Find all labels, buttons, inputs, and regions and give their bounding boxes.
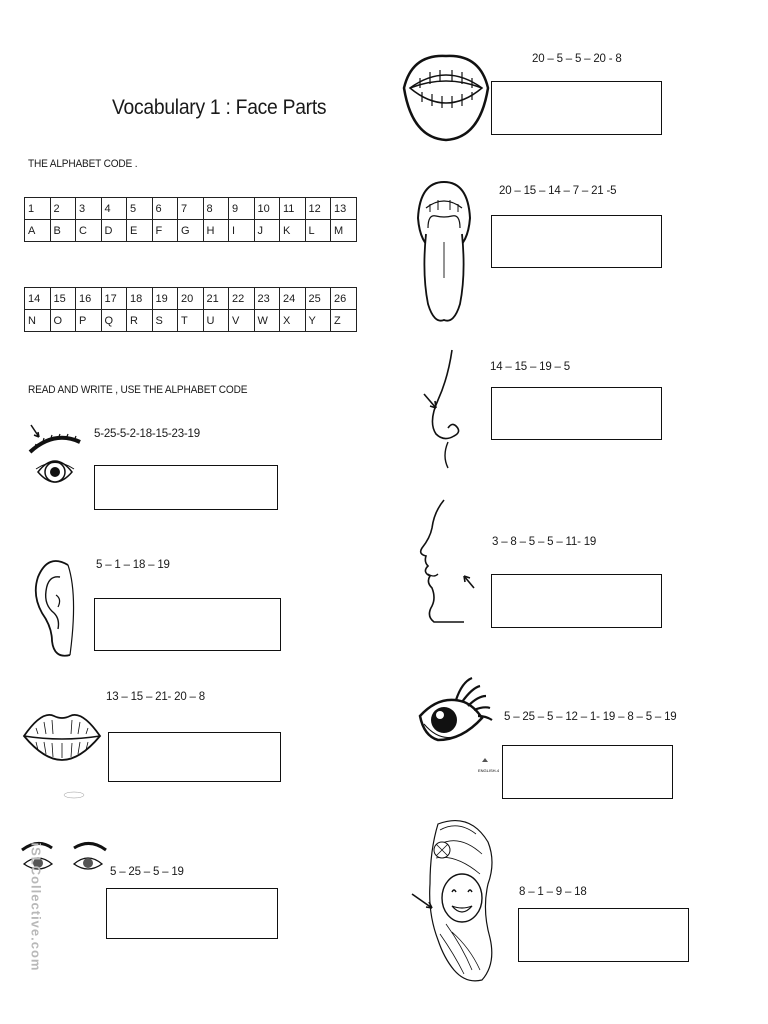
code-cell: I [229, 220, 255, 242]
code-eyelashes: 5 – 25 – 5 – 12 – 1- 19 – 8 – 5 – 19 [504, 711, 677, 723]
answer-box-tongue[interactable] [491, 215, 662, 268]
code-row-numbers [25, 288, 357, 310]
code-cell: 11 [280, 198, 306, 220]
code-cell: O [50, 310, 76, 332]
ear-icon [30, 555, 80, 665]
code-cell: K [280, 220, 306, 242]
code-cell: 23 [254, 288, 280, 310]
code-cell: 20 [178, 288, 204, 310]
answer-box-ears[interactable] [94, 598, 281, 651]
code-cell: 10 [254, 198, 280, 220]
code-cheeks: 3 – 8 – 5 – 5 – 11- 19 [492, 536, 597, 548]
code-tongue: 20 – 15 – 14 – 7 – 21 -5 [499, 185, 617, 197]
code-cell: Q [101, 310, 127, 332]
code-cell: B [50, 220, 76, 242]
hair-icon [410, 814, 500, 984]
code-cell: 22 [229, 288, 255, 310]
code-cell: M [331, 220, 357, 242]
code-cell: L [305, 220, 331, 242]
code-cell: 25 [305, 288, 331, 310]
code-cell: 2 [50, 198, 76, 220]
code-cell: 21 [203, 288, 229, 310]
code-nose: 14 – 15 – 19 – 5 [490, 361, 570, 373]
code-cell: C [76, 220, 102, 242]
code-cell: 9 [229, 198, 255, 220]
code-cell: 7 [178, 198, 204, 220]
code-cell: 4 [101, 198, 127, 220]
code-row-letters [25, 220, 357, 242]
page-title: Vocabulary 1 : Face Parts [112, 96, 327, 119]
code-cell: 13 [331, 198, 357, 220]
code-cell: 16 [76, 288, 102, 310]
code-row-numbers [25, 198, 357, 220]
code-cell: F [152, 220, 178, 242]
code-cell: R [127, 310, 153, 332]
code-cell: X [280, 310, 306, 332]
teeth-icon [402, 48, 490, 144]
watermark-text: iSLCollective.com [28, 842, 44, 972]
nose-icon [418, 348, 464, 470]
code-eyes: 5 – 25 – 5 – 19 [110, 866, 184, 878]
instruction-text: READ AND WRITE , USE THE ALPHABET CODE [28, 384, 248, 396]
code-row-letters [25, 310, 357, 332]
code-cell: 24 [280, 288, 306, 310]
code-cell: 17 [101, 288, 127, 310]
code-cell: 6 [152, 198, 178, 220]
code-cell: 3 [76, 198, 102, 220]
code-eyebrows: 5-25-5-2-18-15-23-19 [94, 428, 200, 440]
answer-box-eyes[interactable] [106, 888, 278, 939]
code-cell: Z [331, 310, 357, 332]
code-cell: 19 [152, 288, 178, 310]
code-cell: 1 [25, 198, 51, 220]
cheek-icon [414, 498, 480, 624]
alphabet-code-table-1 [24, 197, 357, 242]
code-cell: 26 [331, 288, 357, 310]
code-cell: T [178, 310, 204, 332]
eyelashes-source-mark: ENGLISH-4 [478, 768, 500, 773]
eyebrow-icon [24, 422, 84, 497]
code-cell: V [229, 310, 255, 332]
code-cell: G [178, 220, 204, 242]
answer-box-nose[interactable] [491, 387, 662, 440]
code-cell: A [25, 220, 51, 242]
alphabet-code-heading: THE ALPHABET CODE . [28, 158, 138, 170]
alphabet-code-table-2 [24, 287, 357, 332]
answer-box-eyelashes[interactable] [502, 745, 673, 799]
answer-box-teeth[interactable] [491, 81, 662, 135]
answer-box-eyebrows[interactable] [94, 465, 278, 510]
code-mouth: 13 – 15 – 21- 20 – 8 [106, 691, 205, 703]
code-cell: Y [305, 310, 331, 332]
code-cell: 8 [203, 198, 229, 220]
code-cell: N [25, 310, 51, 332]
code-ears: 5 – 1 – 18 – 19 [96, 559, 170, 571]
code-cell: U [203, 310, 229, 332]
answer-box-cheeks[interactable] [491, 574, 662, 628]
code-cell: J [254, 220, 280, 242]
code-cell: W [254, 310, 280, 332]
code-cell: S [152, 310, 178, 332]
tongue-icon [414, 178, 474, 324]
code-teeth: 20 – 5 – 5 – 20 - 8 [532, 53, 622, 65]
code-cell: 14 [25, 288, 51, 310]
code-cell: 15 [50, 288, 76, 310]
code-hair: 8 – 1 – 9 – 18 [519, 886, 587, 898]
code-cell: P [76, 310, 102, 332]
answer-box-mouth[interactable] [108, 732, 281, 782]
code-cell: E [127, 220, 153, 242]
code-cell: D [101, 220, 127, 242]
lips-icon [22, 702, 102, 770]
code-cell: H [203, 220, 229, 242]
code-cell: 18 [127, 288, 153, 310]
code-cell: 5 [127, 198, 153, 220]
code-cell: 12 [305, 198, 331, 220]
answer-box-hair[interactable] [518, 908, 689, 962]
eyelashes-icon [416, 674, 500, 778]
